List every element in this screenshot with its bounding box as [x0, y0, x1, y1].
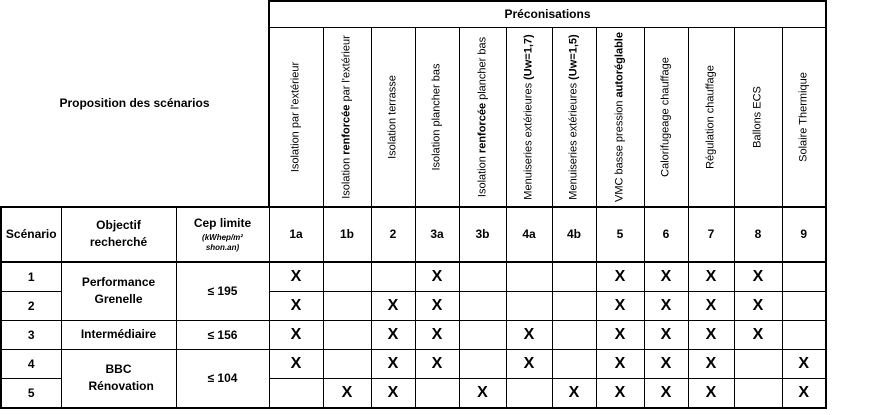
mark-cell: X — [644, 320, 688, 349]
mark-cell: X — [734, 262, 782, 292]
preconisation-code: 5 — [596, 207, 644, 262]
scenario-rows — [1, 262, 826, 408]
mark-cell: X — [552, 378, 596, 408]
mark-cell — [459, 349, 506, 378]
preconisation-label: Calorifugeage chauffage — [659, 56, 672, 177]
preconisation-code: 3a — [415, 207, 459, 262]
preconisation-code: 1b — [323, 207, 371, 262]
preconisation-label: Isolation plancher bas — [430, 63, 443, 171]
preconisation-label: Isolation renforcée par l'extérieur — [340, 34, 353, 199]
preconisation-code: 9 — [782, 207, 826, 262]
cep-unit: (kWhep/m² shon.an) — [202, 232, 243, 252]
mark-cell — [323, 349, 371, 378]
mark-cell: X — [644, 378, 688, 408]
cep-header: Cep limite (kWhep/m² shon.an) — [176, 207, 269, 262]
mark-cell: X — [323, 378, 371, 408]
mark-cell: X — [506, 349, 552, 378]
mark-cell: X — [596, 262, 644, 292]
mark-cell — [323, 262, 371, 292]
preconisation-header-9 — [688, 27, 734, 207]
cep-value: ≤ 104 — [176, 349, 269, 408]
preconisation-label: Ballons ECS — [751, 85, 764, 148]
mark-cell: X — [688, 262, 734, 292]
mark-cell — [782, 291, 826, 320]
preconisation-code: 1a — [269, 207, 323, 262]
mark-cell: X — [269, 262, 323, 292]
mark-cell — [506, 262, 552, 292]
preconisation-code: 4a — [506, 207, 552, 262]
mark-cell: X — [506, 320, 552, 349]
mark-cell — [734, 378, 782, 408]
objectif-cell: Intermédiaire — [61, 320, 176, 349]
preconisation-code: 2 — [371, 207, 415, 262]
mark-cell: X — [371, 320, 415, 349]
preconisation-header-10 — [734, 27, 782, 207]
mark-cell: X — [644, 349, 688, 378]
scenario-number: 3 — [1, 320, 61, 349]
scenario-number: 2 — [1, 291, 61, 320]
preconisation-label: VMC basse pression autoréglable — [613, 31, 626, 202]
proposition-cell — [1, 1, 269, 207]
preconisation-header-5 — [506, 27, 552, 207]
mark-cell: X — [688, 349, 734, 378]
mark-cell: X — [782, 349, 826, 378]
mark-cell: X — [415, 262, 459, 292]
preconisation-label: Isolation par l'extérieur — [289, 61, 302, 172]
mark-cell: X — [415, 291, 459, 320]
preconisation-header-4 — [459, 27, 506, 207]
scenario-row — [1, 262, 826, 292]
preconisation-code: 7 — [688, 207, 734, 262]
scenario-row — [1, 320, 826, 349]
preconisation-label: Menuiseries extérieures (Uw=1,7) — [522, 33, 535, 200]
cep-value: ≤ 156 — [176, 320, 269, 349]
mark-cell — [323, 320, 371, 349]
scenario-row — [1, 349, 826, 378]
mark-cell: X — [688, 320, 734, 349]
mark-cell — [371, 262, 415, 292]
preconisation-label: Menuiseries extérieures (Uw=1,5) — [567, 33, 580, 200]
mark-cell: X — [269, 349, 323, 378]
mark-cell: X — [688, 378, 734, 408]
mark-cell — [552, 291, 596, 320]
preconisation-header-2 — [371, 27, 415, 207]
mark-cell: X — [459, 378, 506, 408]
objectif-header: Objectif recherché — [61, 207, 176, 262]
preconisation-header-1 — [323, 27, 371, 207]
mark-cell: X — [596, 378, 644, 408]
preconisation-code: 4b — [552, 207, 596, 262]
mark-cell: X — [596, 320, 644, 349]
preconisation-header-3 — [415, 27, 459, 207]
mark-cell — [734, 349, 782, 378]
mark-cell: X — [596, 349, 644, 378]
mark-cell — [506, 291, 552, 320]
mark-cell — [323, 291, 371, 320]
preconisation-header-7 — [596, 27, 644, 207]
mark-cell: X — [269, 320, 323, 349]
preconisation-label: Isolation renforcée plancher bas — [476, 36, 488, 197]
mark-cell: X — [596, 291, 644, 320]
mark-cell: X — [782, 378, 826, 408]
mark-cell — [459, 291, 506, 320]
preconisation-header-8 — [644, 27, 688, 207]
mark-cell — [506, 378, 552, 408]
mark-cell: X — [415, 349, 459, 378]
mark-cell: X — [734, 291, 782, 320]
preconisations-title: Préconisations — [269, 1, 826, 27]
mark-cell: X — [415, 320, 459, 349]
preconisation-label: Solaire Thermique — [797, 71, 810, 162]
preconisation-label: Régulation chauffage — [704, 64, 717, 169]
scenario-number: 1 — [1, 262, 61, 292]
mark-cell — [415, 378, 459, 408]
mark-cell — [459, 320, 506, 349]
mark-cell: X — [371, 291, 415, 320]
column-header-row — [1, 207, 826, 262]
mark-cell: X — [371, 378, 415, 408]
mark-cell: X — [371, 349, 415, 378]
scenario-header: Scénario — [1, 207, 61, 262]
mark-cell: X — [644, 291, 688, 320]
mark-cell — [552, 320, 596, 349]
scenario-number: 4 — [1, 349, 61, 378]
mark-cell: X — [269, 291, 323, 320]
preconisation-header-0 — [269, 27, 323, 207]
proposition-label: Proposition des scénarios — [59, 96, 210, 111]
preconisation-header-11 — [782, 27, 826, 207]
mark-cell — [459, 262, 506, 292]
mark-cell: X — [734, 320, 782, 349]
cep-value: ≤ 195 — [176, 262, 269, 321]
mark-cell: X — [688, 291, 734, 320]
preconisation-header-6 — [552, 27, 596, 207]
scenario-number: 5 — [1, 378, 61, 408]
preconisation-code: 3b — [459, 207, 506, 262]
preconisation-code: 8 — [734, 207, 782, 262]
mark-cell — [552, 262, 596, 292]
mark-cell: X — [644, 262, 688, 292]
objectif-cell: Performance Grenelle — [61, 262, 176, 321]
objectif-cell: BBC Rénovation — [61, 349, 176, 408]
mark-cell — [552, 349, 596, 378]
mark-cell — [269, 378, 323, 408]
mark-cell — [782, 320, 826, 349]
preconisations-title-row — [1, 1, 826, 27]
preconisation-code: 6 — [644, 207, 688, 262]
preconisation-label: Isolation terrasse — [386, 74, 399, 159]
mark-cell — [782, 262, 826, 292]
